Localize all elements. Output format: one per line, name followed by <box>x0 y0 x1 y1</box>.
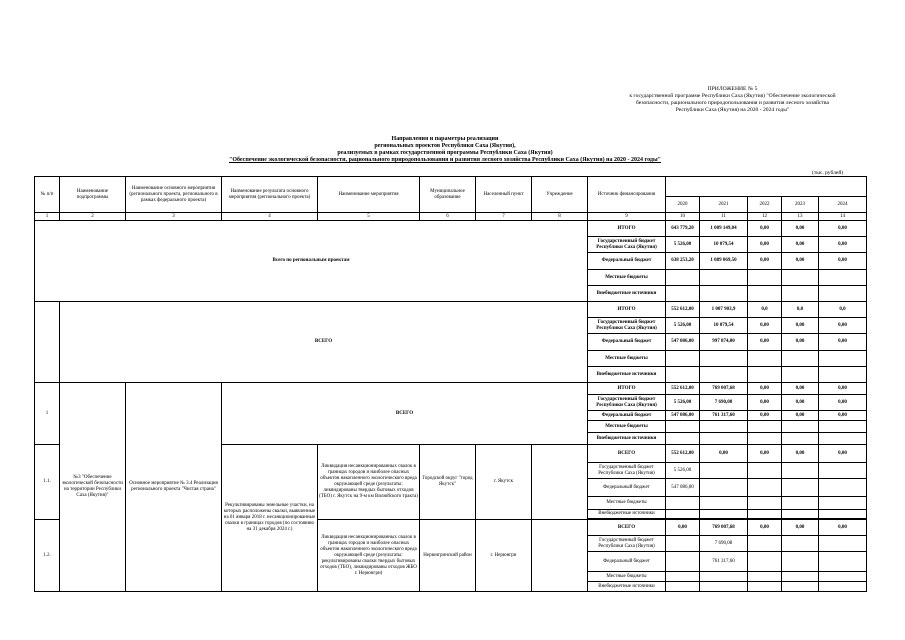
col-number: 9 <box>588 213 666 221</box>
value-cell: 0,00 <box>819 253 867 270</box>
col-number: 4 <box>222 213 318 221</box>
value-cell: 0,00 <box>748 253 782 270</box>
municipality-cell: Городской округ "город Якутск" <box>420 445 476 520</box>
table-row <box>35 302 867 318</box>
col-number: 11 <box>700 213 748 221</box>
value-cell: 0,00 <box>748 411 782 421</box>
value-cell: 0,00 <box>782 520 819 536</box>
value-cell: 0,00 <box>782 237 819 253</box>
col-number: 10 <box>666 213 700 221</box>
title-line: реализуемых в рамках государственной программы Республики Саха (Якутия) <box>337 150 553 156</box>
value-cell: 0,00 <box>819 520 867 536</box>
header-year: 2022 <box>748 197 782 213</box>
value-cell: 0,0 <box>782 302 819 318</box>
program-cell: №3 "Обеспечение экологической безопасности на территории Республики Саха (Якутия)" <box>60 383 126 592</box>
value-cell: 638 253,20 <box>666 253 700 270</box>
header-source: Источник финансирования <box>588 177 666 213</box>
appendix-line: к государственной программе Республики Саха (Якутия) "Обеспечение экологической <box>629 93 836 99</box>
row-number: 1.1. <box>35 445 60 520</box>
value-cell: 769 007,68 <box>700 383 748 395</box>
header-year: 2024 <box>819 197 867 213</box>
value-cell: 643 779,20 <box>666 221 700 237</box>
row-number: 1.2. <box>35 520 60 592</box>
value-cell: 0,00 <box>819 395 867 411</box>
source-cell: Внебюджетные источники <box>588 367 666 383</box>
col-number: 1 <box>35 213 60 221</box>
col-number: 14 <box>819 213 867 221</box>
header-activity: Наименование мероприятия <box>318 177 420 213</box>
source-cell: Местные бюджеты <box>588 351 666 367</box>
value-cell: 997 874,00 <box>700 334 748 351</box>
appendix-line: ПРИЛОЖЕНИЕ № 5 <box>707 86 758 92</box>
header-program: Наименование подпрограммы <box>60 177 126 213</box>
source-cell: Государственный бюджет Республики Саха (Якутия) <box>588 237 666 253</box>
col-number: 12 <box>748 213 782 221</box>
value-cell: 1 089 069,50 <box>700 253 748 270</box>
source-cell: Государственный бюджет Республики Саха (Якутия) <box>588 463 666 479</box>
table-row <box>35 383 867 395</box>
projects-table <box>34 176 867 592</box>
value-cell: 0,00 <box>666 520 700 536</box>
source-cell: ИТОГО <box>588 302 666 318</box>
source-cell: Государственный бюджет Республики Саха (Якутия) <box>588 395 666 411</box>
value-cell: 0,00 <box>819 237 867 253</box>
column-numbers-row <box>35 213 867 221</box>
header-municipality: Муниципальное образование <box>420 177 476 213</box>
block-label: ВСЕГО <box>222 383 588 445</box>
value-cell: 0,0 <box>748 302 782 318</box>
value-cell: 552 612,00 <box>666 302 700 318</box>
source-cell: Внебюджетные источники <box>588 286 666 302</box>
empty-cell <box>35 302 60 383</box>
block-label: Всего по региональным проектам <box>35 221 588 302</box>
title-line: Направления и параметры реализации <box>391 136 499 142</box>
value-cell: 0,00 <box>819 411 867 421</box>
header-num: № п/п <box>35 177 60 213</box>
settlement-cell: г. Якутск <box>476 445 532 520</box>
value-cell: 761 317,60 <box>700 411 748 421</box>
header-institution: Учреждение <box>532 177 588 213</box>
source-cell: ИТОГО <box>588 383 666 395</box>
source-cell: Федеральный бюджет <box>588 334 666 351</box>
value-cell: 10 079,54 <box>700 237 748 253</box>
value-cell: 0,00 <box>819 318 867 334</box>
value-cell: 7 690,08 <box>700 395 748 411</box>
source-cell: Местные бюджеты <box>588 270 666 286</box>
source-cell: Внебюджетные источники <box>588 433 666 445</box>
value-cell: 0,00 <box>782 383 819 395</box>
header-year: 2020 <box>666 197 700 213</box>
source-cell: ВСЕГО <box>588 445 666 463</box>
value-cell: 0,00 <box>782 253 819 270</box>
value-cell: 547 086,00 <box>666 411 700 421</box>
source-cell: Внебюджетные источники <box>588 582 666 592</box>
value-cell: 552 612,00 <box>666 383 700 395</box>
value-cell: 5 526,00 <box>666 463 700 479</box>
value-cell: 0,00 <box>748 318 782 334</box>
header-event: Наименование основного мероприятия (регионального проекта, регионального в рамках федерального проекта) <box>126 177 222 213</box>
activity-cell: Ликвидация несанкционированных свалок в границах городов и наиболее опасных объектов накопленного экологического вреда окружающей среде (результаты: ликвидированы твердых бытовых отходов (ТБО) г. Якутск на 9-м км Вилюйского тракта) <box>318 445 420 520</box>
value-cell: 5 526,00 <box>666 395 700 411</box>
value-cell: 0,00 <box>819 383 867 395</box>
header-years-group <box>666 177 867 197</box>
header-result: Наименование результата основного мероприятия (регионального проекта) <box>222 177 318 213</box>
source-cell: ИТОГО <box>588 221 666 237</box>
row-number: 1 <box>35 383 60 445</box>
header-row <box>35 177 867 197</box>
value-cell: 1 009 149,04 <box>700 221 748 237</box>
result-cell: Рекультивированы земельные участки, на которых расположены свалки, выявленные на 01 января 2018 г. несанкционированные свалки в границах городов (по состоянию на 31 декабря 2024 г.) <box>222 445 318 592</box>
source-cell: Федеральный бюджет <box>588 552 666 572</box>
col-number: 3 <box>126 213 222 221</box>
appendix-line: Республики Саха (Якутия) на 2020 - 2024 годы" <box>675 107 790 113</box>
source-cell: Федеральный бюджет <box>588 253 666 270</box>
value-cell: 0,00 <box>700 445 748 463</box>
institution-cell <box>532 445 588 520</box>
block-label: ВСЕГО <box>60 302 588 383</box>
col-number: 5 <box>318 213 420 221</box>
title-line: "Обеспечение экологической безопасности, рационального природопользования и развития лесного хозяйства Республики Саха (Якутия) на 2020 - 2024 годы" <box>229 157 661 163</box>
event-cell: Основное мероприятие № 3.4 Реализация регионального проекта "Чистая страна" <box>126 383 222 592</box>
value-cell: 552 612,00 <box>666 445 700 463</box>
source-cell: ВСЕГО <box>588 520 666 536</box>
value-cell: 547 086,00 <box>666 479 700 497</box>
municipality-cell: Нерюнгринский район <box>420 520 476 592</box>
value-cell: 547 086,00 <box>666 334 700 351</box>
value-cell: 761 317,60 <box>700 552 748 572</box>
value-cell: 0,00 <box>748 334 782 351</box>
col-number: 7 <box>476 213 532 221</box>
appendix-line: безопасности, рационального природопользования и развития лесного хозяйства <box>636 100 829 106</box>
col-number: 6 <box>420 213 476 221</box>
appendix-note <box>600 86 865 114</box>
source-cell: Местные бюджеты <box>588 421 666 433</box>
value-cell: 5 526,00 <box>666 318 700 334</box>
settlement-cell: г. Нерюнгри <box>476 520 532 592</box>
title-line: региональных проектов Республики Саха (Якутия), <box>374 143 516 149</box>
value-cell: 0,00 <box>782 221 819 237</box>
value-cell: 0,00 <box>748 383 782 395</box>
value-cell: 0,0 <box>819 302 867 318</box>
source-cell: Местные бюджеты <box>588 497 666 510</box>
value-cell: 0,00 <box>819 445 867 463</box>
source-cell: Внебюджетные источники <box>588 510 666 519</box>
header-year: 2023 <box>782 197 819 213</box>
units-note: (тыс. рублей) <box>812 170 844 176</box>
activity-cell: Ликвидация несанкционированных свалок в границах городов и наиболее опасных объектов накопленного экологического вреда окружающей среде (результаты: рекультивированы свалки твердых бытовых отходов (ТБО), ликвидированы отходов ЖБО г. Нерюнгри) <box>318 520 420 592</box>
col-number: 13 <box>782 213 819 221</box>
value-cell: 0,00 <box>782 445 819 463</box>
value-cell: 0,00 <box>748 520 782 536</box>
institution-cell <box>532 520 588 592</box>
source-cell: Федеральный бюджет <box>588 411 666 421</box>
value-cell: 10 079,54 <box>700 318 748 334</box>
value-cell: 0,00 <box>819 334 867 351</box>
source-cell: Местные бюджеты <box>588 572 666 582</box>
value-cell: 0,00 <box>748 237 782 253</box>
value-cell: 0,00 <box>748 221 782 237</box>
value-cell: 0,00 <box>748 395 782 411</box>
source-cell: Государственный бюджет Республики Саха (Якутия) <box>588 318 666 334</box>
col-number: 8 <box>532 213 588 221</box>
col-number: 2 <box>60 213 126 221</box>
header-settlement: Населенный пункт <box>476 177 532 213</box>
table-row <box>35 221 867 237</box>
source-cell: Государственный бюджет Республики Саха (Якутия) <box>588 536 666 552</box>
value-cell: 769 007,68 <box>700 520 748 536</box>
value-cell: 0,00 <box>782 411 819 421</box>
value-cell: 5 526,00 <box>666 237 700 253</box>
value-cell: 0,00 <box>782 318 819 334</box>
value-cell: 0,00 <box>819 221 867 237</box>
value-cell: 0,00 <box>782 334 819 351</box>
value-cell: 7 690,08 <box>700 536 748 552</box>
document-title <box>180 136 710 164</box>
header-year: 2021 <box>700 197 748 213</box>
value-cell: 0,00 <box>748 445 782 463</box>
value-cell: 1 007 903,9 <box>700 302 748 318</box>
source-cell: Федеральный бюджет <box>588 479 666 497</box>
value-cell: 0,00 <box>782 395 819 411</box>
